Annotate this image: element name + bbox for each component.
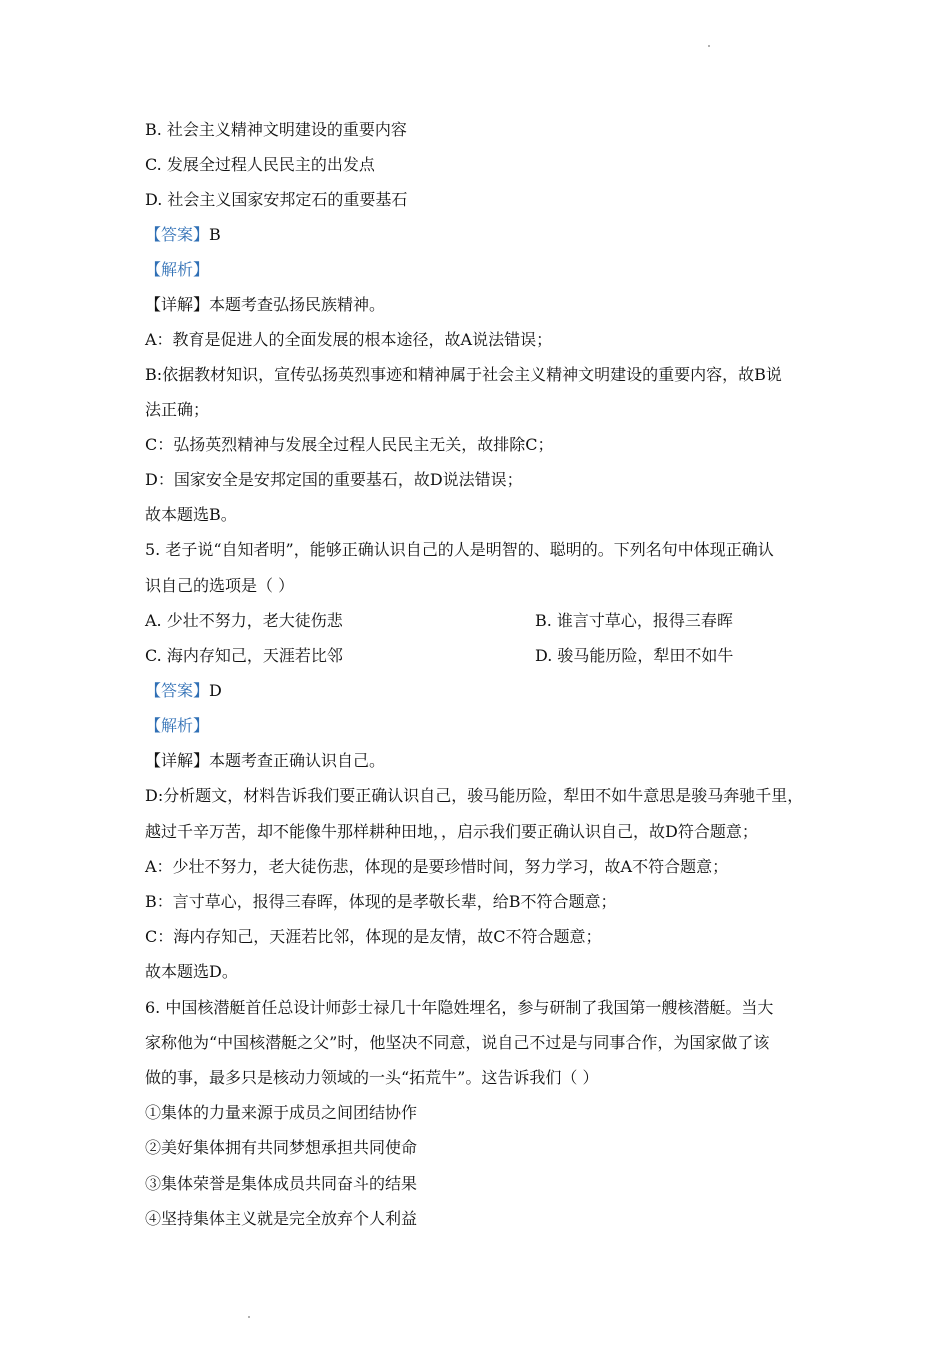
q6-item-1: ①集体的力量来源于成员之间团结协作 [145,1103,418,1122]
q6-stem-2: 家称他为“中国核潜艇之父”时，他坚决不同意，说自己不过是与同事合作，为国家做了该 [145,1033,770,1052]
answer-tag: 【答案】 [145,225,210,244]
q4-answer [145,225,221,245]
q5-option-c: C. 海内存知己，天涯若比邻 [145,646,343,665]
q5-explain-c: C：海内存知己，天涯若比邻，体现的是友情，故C不符合题意； [145,927,602,946]
analysis-tag: 【解析】 [145,260,210,279]
q4-explain-d: D：国家安全是安邦定国的重要基石，故D说法错误； [145,470,523,489]
q5-conclusion: 故本题选D。 [145,962,238,981]
q4-option-d: D. 社会主义国家安邦定石的重要基石 [145,190,408,209]
q4-explain-a: A：教育是促进人的全面发展的根本途径，故A说法错误； [145,330,553,349]
q5-explain-b: B：言寸草心，报得三春晖，体现的是孝敬长辈，给B不符合题意； [145,892,617,911]
q5-detail [145,751,385,771]
detail-text: 本题考查弘扬民族精神。 [209,295,386,314]
detail-tag: 【详解】 [145,295,210,314]
q6-item-3: ③集体荣誉是集体成员共同奋斗的结果 [145,1174,418,1193]
detail-tag: 【详解】 [145,751,210,770]
analysis-tag: 【解析】 [145,716,210,735]
answer-value: D [209,681,222,700]
q5-analysis-heading [145,716,209,736]
q5-stem-1: 5. 老子说“自知者明”，能够正确认识自己的人是明智的、聪明的。下列名句中体现正确认 [145,540,774,559]
q5-answer [145,681,222,701]
q5-option-b: B. 谁言寸草心，报得三春晖 [535,611,733,630]
q6-stem-1: 6. 中国核潜艇首任总设计师彭士禄几十年隐姓埋名，参与研制了我国第一艘核潜艇。当大 [145,998,774,1017]
q5-explain-d-1: D:分析题文，材料告诉我们要正确认识自己，骏马能历险，犁田不如牛意思是骏马奔驰千里， [145,786,804,805]
q4-detail [145,295,385,315]
q4-conclusion: 故本题选B。 [145,505,237,524]
q4-explain-b-2: 法正确； [145,400,210,419]
q5-option-d: D. 骏马能历险，犁田不如牛 [535,646,734,665]
q4-explain-c: C：弘扬英烈精神与发展全过程人民民主无关，故排除C； [145,435,554,454]
page-mark-top [708,45,710,47]
q4-explain-b-1: B:依据教材知识，宣传弘扬英烈事迹和精神属于社会主义精神文明建设的重要内容，故B说 [145,365,782,384]
answer-value: B [209,225,221,244]
answer-tag: 【答案】 [145,681,210,700]
q4-analysis-heading [145,260,209,280]
q6-item-2: ②美好集体拥有共同梦想承担共同使命 [145,1138,418,1157]
page-mark-bottom [248,1316,250,1318]
q5-explain-d-2: 越过千辛万苦，却不能像牛那样耕种田地，，启示我们要正确认识自己，故D符合题意； [145,822,758,841]
q6-item-4: ④坚持集体主义就是完全放弃个人利益 [145,1209,418,1228]
q5-explain-a: A：少壮不努力，老大徒伤悲，体现的是要珍惜时间，努力学习，故A不符合题意； [145,857,729,876]
q4-option-b: B. 社会主义精神文明建设的重要内容 [145,120,407,139]
q4-option-c: C. 发展全过程人民民主的出发点 [145,155,375,174]
q5-stem-2: 识自己的选项是（ ） [145,576,295,595]
q5-option-a: A. 少壮不努力，老大徒伤悲 [145,611,343,630]
detail-text: 本题考查正确认识自己。 [209,751,386,770]
q6-stem-3: 做的事，最多只是核动力领域的一头“拓荒牛”。这告诉我们（ ） [145,1068,599,1087]
